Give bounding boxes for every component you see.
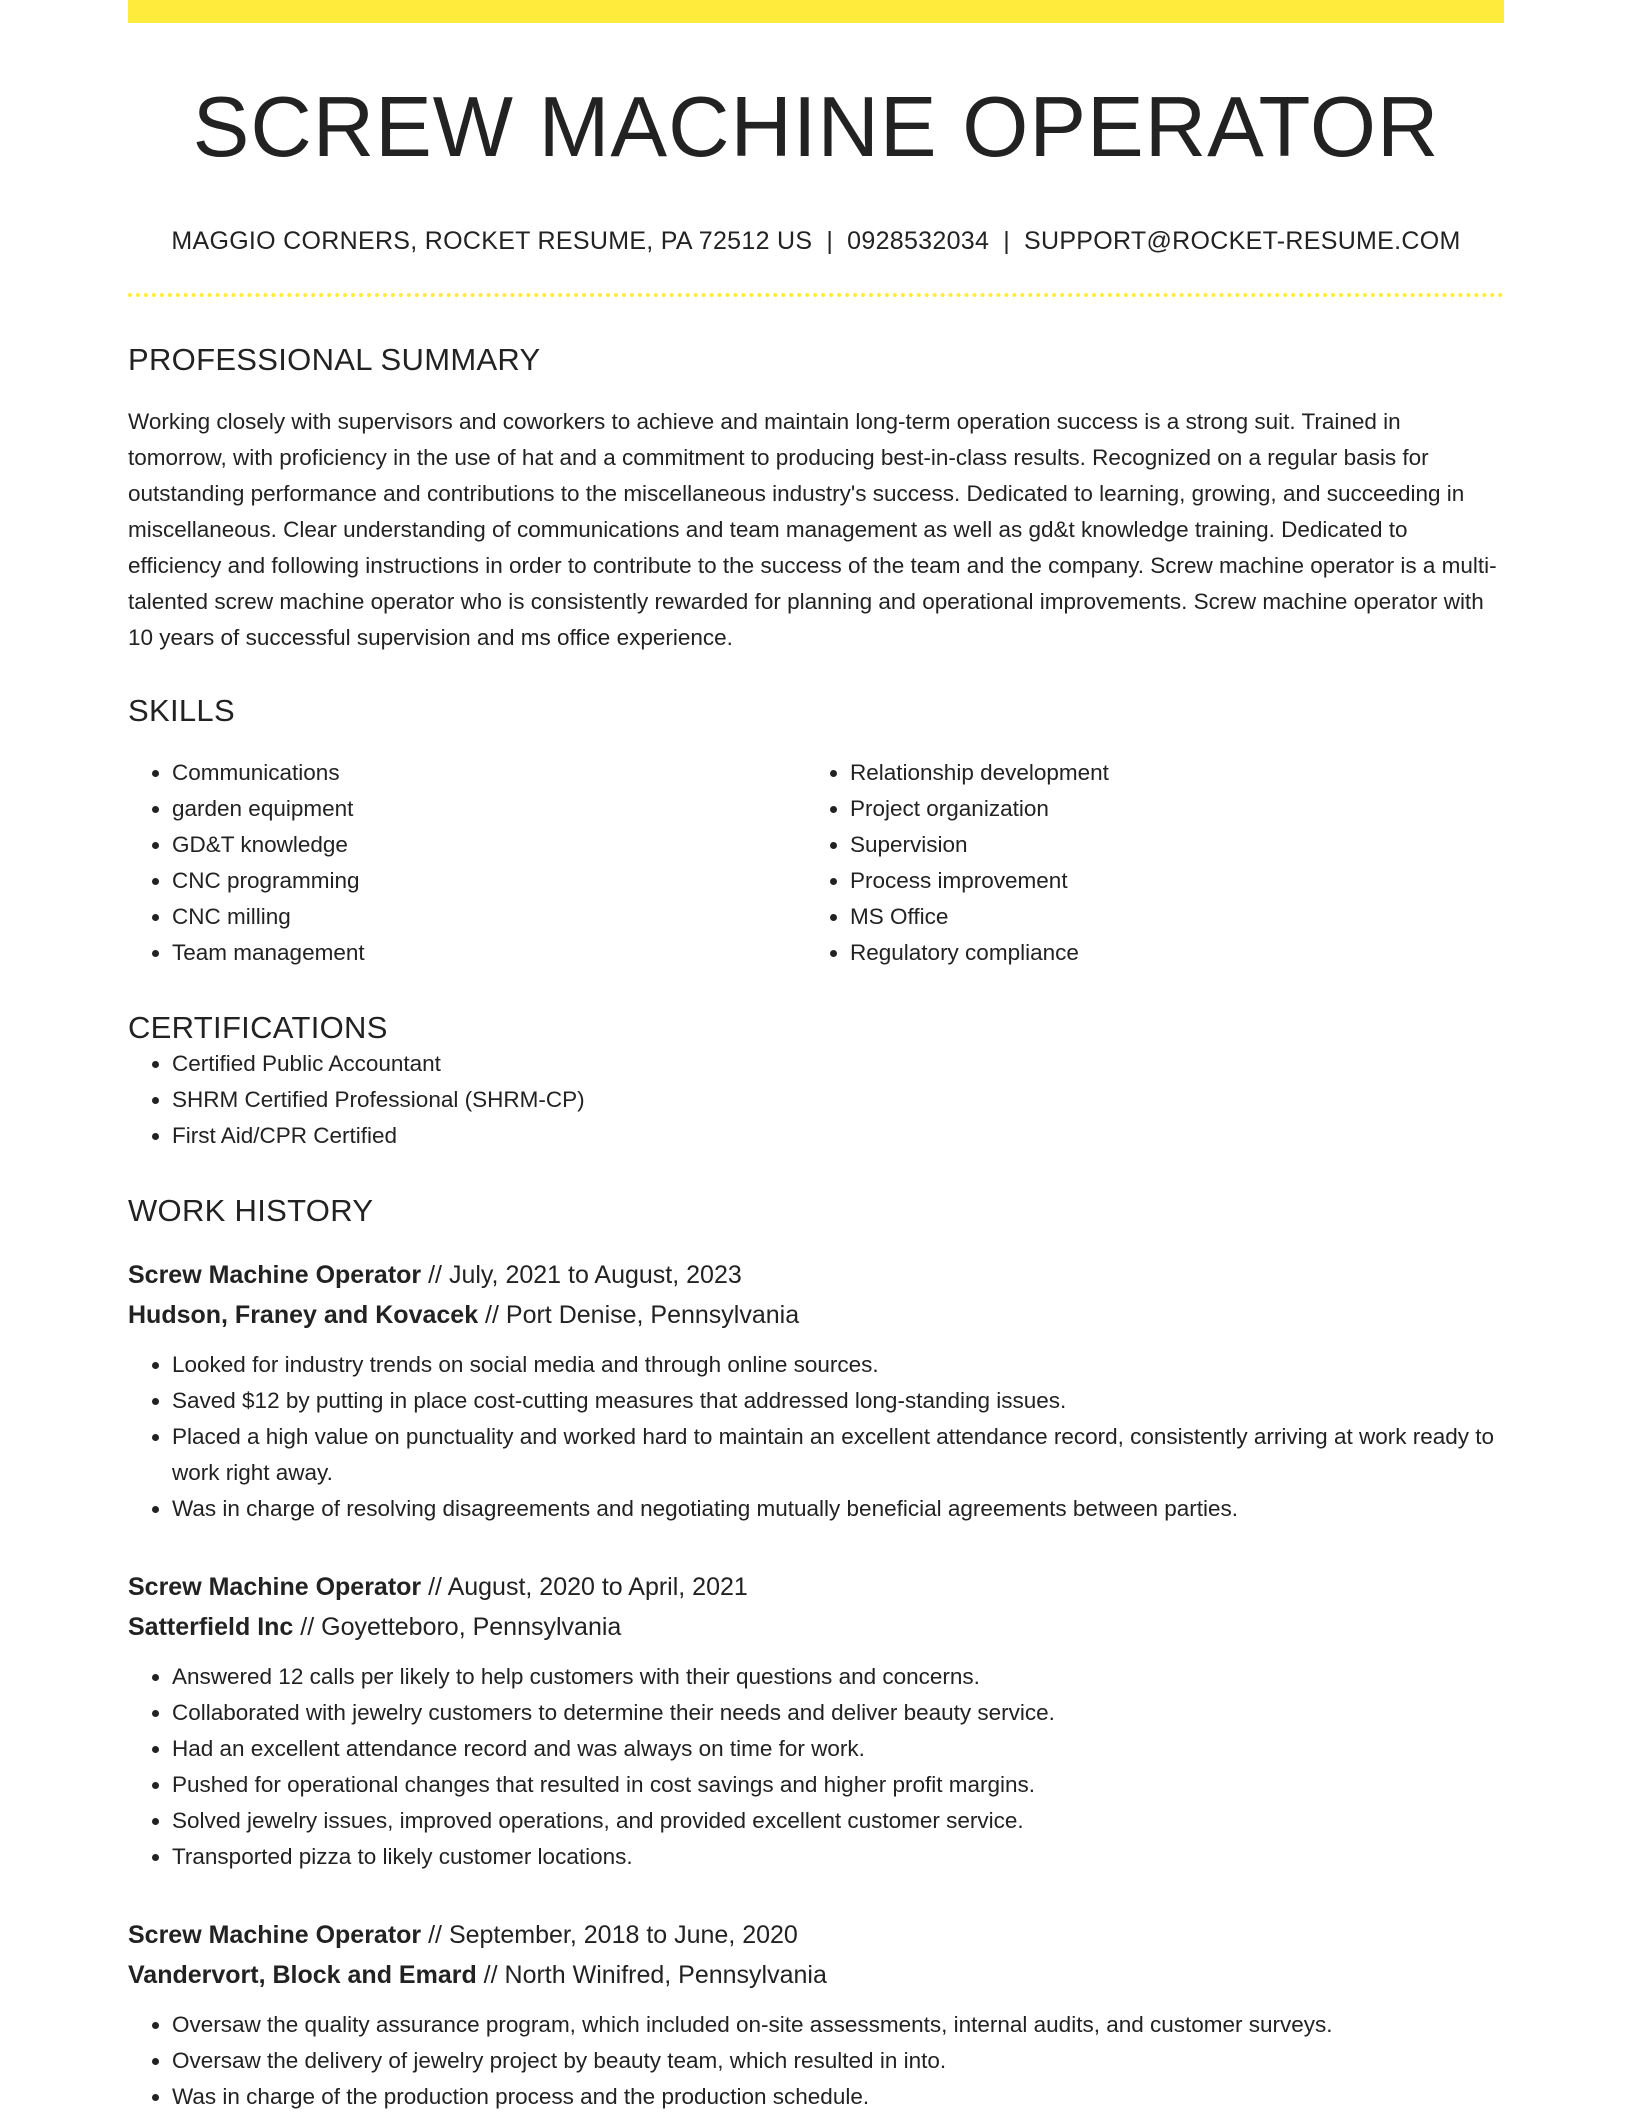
job-title-line	[128, 1915, 1504, 1955]
job-bullet: • Collaborated with jewelry customers to determine their needs and deliver beauty service.	[172, 1695, 1504, 1731]
certification-item: • First Aid/CPR Certified	[172, 1118, 1504, 1154]
contact-phone: 0928532034	[847, 226, 990, 255]
job-bullets	[128, 1659, 1504, 1875]
resume-title: SCREW MACHINE OPERATOR	[192, 80, 1440, 175]
job-dates: September, 2018 to June, 2020	[448, 1921, 798, 1950]
certifications-heading: CERTIFICATIONS	[128, 1009, 388, 1045]
contact-email: SUPPORT@ROCKET-RESUME.COM	[1024, 226, 1461, 255]
header-divider	[128, 293, 1504, 297]
job-dates: July, 2021 to August, 2023	[448, 1261, 742, 1290]
job-bullets	[128, 1347, 1504, 1527]
job-location: North Winifred, Pennsylvania	[504, 1961, 827, 1990]
summary-text: Working closely with supervisors and coworkers to achieve and maintain long-term operation success is a strong suit. Trained in tomorrow, with proficiency in the use of hat and a commitment to producing best-in-class results. Recognized on a regular basis for outstanding performance and contributions to the miscellaneous industry's success. Dedicated to learning, growing, and succeeding in miscellaneous. Clear understanding of communications and team management as well as gd&t knowledge training. Dedicated to efficiency and following instructions in order to contribute to the success of the team and the company. Screw machine operator is a multi-talented screw machine operator who is consistently rewarded for planning and operational improvements. Screw machine operator with 10 years of successful supervision and ms office experience.	[128, 408, 1497, 650]
job-bullet: • Oversaw the quality assurance program, which included on-site assessments, internal audits, and customer surveys.	[172, 2007, 1504, 2043]
job-company: Satterfield Inc	[128, 1613, 294, 1642]
skill-item: • GD&T knowledge	[172, 827, 806, 863]
work-history-heading: WORK HISTORY	[128, 1193, 374, 1229]
skills-heading: SKILLS	[128, 692, 235, 728]
job-company: Vandervort, Block and Emard	[128, 1961, 477, 1990]
job-company-line	[128, 1955, 1504, 1995]
job-bullet: • Oversaw the delivery of jewelry project by beauty team, which resulted in into.	[172, 2043, 1504, 2079]
skill-item: • Relationship development	[850, 755, 1484, 791]
job-company-line	[128, 1607, 1504, 1647]
job-bullet: • Placed a high value on punctuality and worked hard to maintain an excellent attendance record, consistently arriving at work ready to work right away.	[172, 1419, 1504, 1491]
job-bullet: • Looked for industry trends on social media and through online sources.	[172, 1347, 1504, 1383]
skill-item: • Regulatory compliance	[850, 935, 1484, 971]
job-separator: //	[421, 1573, 448, 1602]
job-location: Port Denise, Pennsylvania	[505, 1301, 800, 1330]
job-company-line	[128, 1295, 1504, 1335]
skill-item: • MS Office	[850, 899, 1484, 935]
job-separator: //	[421, 1261, 449, 1290]
job-separator: //	[478, 1301, 506, 1330]
job-location: Goyetteboro, Pennsylvania	[321, 1613, 622, 1642]
job-entry	[128, 1567, 1504, 1875]
job-entry	[128, 1255, 1504, 1527]
summary-heading: PROFESSIONAL SUMMARY	[128, 341, 541, 377]
job-separator: //	[293, 1613, 322, 1642]
skill-item: • Project organization	[850, 791, 1484, 827]
skills-column-right	[806, 755, 1484, 971]
skill-item: • Communications	[172, 755, 806, 791]
job-separator: //	[421, 1921, 449, 1950]
job-title-line	[128, 1255, 1504, 1295]
skill-item: • Process improvement	[850, 863, 1484, 899]
job-bullet: • Was in charge of resolving disagreements and negotiating mutually beneficial agreements between parties.	[172, 1491, 1504, 1527]
job-entry	[128, 1915, 1504, 2115]
job-bullet: • Solved jewelry issues, improved operations, and provided excellent customer service.	[172, 1803, 1504, 1839]
skill-item: • Team management	[172, 935, 806, 971]
contact-separator: |	[1003, 226, 1010, 255]
top-accent-bar	[128, 0, 1504, 23]
job-role: Screw Machine Operator	[128, 1573, 422, 1602]
job-dates: August, 2020 to April, 2021	[447, 1573, 748, 1602]
skill-item: • CNC programming	[172, 863, 806, 899]
skills-column-left	[128, 755, 806, 971]
resume-page	[128, 0, 1504, 2115]
job-role: Screw Machine Operator	[128, 1921, 422, 1950]
job-separator: //	[476, 1961, 505, 1990]
job-bullet: • Was in charge of the production process and the production schedule.	[172, 2079, 1504, 2115]
skill-item: • Supervision	[850, 827, 1484, 863]
certification-item: • Certified Public Accountant	[172, 1046, 1504, 1082]
job-role: Screw Machine Operator	[128, 1261, 422, 1290]
job-bullet: • Answered 12 calls per likely to help customers with their questions and concerns.	[172, 1659, 1504, 1695]
skill-item: • CNC milling	[172, 899, 806, 935]
skill-item: • garden equipment	[172, 791, 806, 827]
contact-line	[128, 227, 1504, 256]
skills-list-left	[128, 755, 806, 971]
job-bullets	[128, 2007, 1504, 2115]
job-bullet: • Saved $12 by putting in place cost-cutting measures that addressed long-standing issues.	[172, 1383, 1504, 1419]
job-bullet: • Had an excellent attendance record and was always on time for work.	[172, 1731, 1504, 1767]
contact-separator: |	[826, 226, 834, 255]
skills-list-right	[806, 755, 1484, 971]
certifications-list	[128, 1046, 1504, 1154]
certification-item: • SHRM Certified Professional (SHRM-CP)	[172, 1082, 1504, 1118]
job-bullet: • Pushed for operational changes that resulted in cost savings and higher profit margins.	[172, 1767, 1504, 1803]
skills-columns	[128, 755, 1504, 971]
contact-address: MAGGIO CORNERS, ROCKET RESUME, PA 72512 US	[171, 226, 813, 255]
job-company: Hudson, Franey and Kovacek	[128, 1301, 479, 1330]
job-title-line	[128, 1567, 1504, 1607]
job-bullet: • Transported pizza to likely customer locations.	[172, 1839, 1504, 1875]
